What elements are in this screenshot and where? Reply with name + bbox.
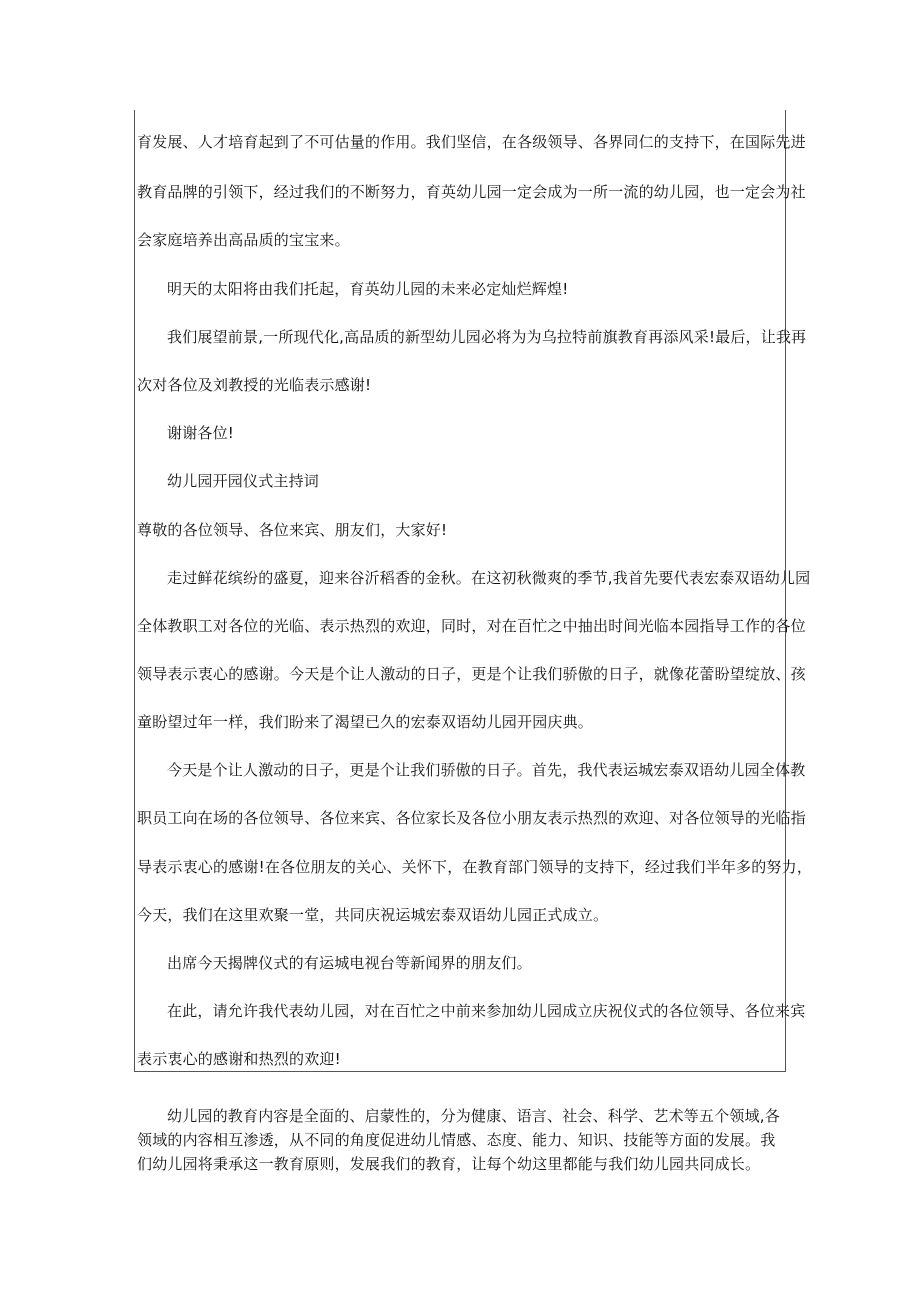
text-line: 童盼望过年一样，我们盼来了渴望已久的宏泰双语幼儿园开园庆典。 xyxy=(137,713,594,731)
text-line: 今天是个让人激动的日子，更是个让我们骄傲的日子。首先，我代表运城宏泰双语幼儿园全体教 xyxy=(167,761,806,779)
closing-paragraph: 幼儿园的教育内容是全面的、启蒙性的，分为健康、语言、社会、科学、艺术等五个领域,各领域的内容相互渗透，从不同的角度促进幼儿情感、态度、能力、知识、技能等方面的发展。我们幼儿园将秉承这一教育原则，发展我们的教育，让每个幼这里都能与我们幼儿园共同成长。 xyxy=(137,1107,780,1173)
text-line: 导表示衷心的感谢!在各位朋友的关心、关怀下，在教育部门领导的支持下，经过我们半年多的努力， xyxy=(137,858,813,876)
text-line: 领导表示衷心的感谢。今天是个让人激动的日子，更是个让我们骄傲的日子，就像花蕾盼望绽放、孩 xyxy=(137,665,806,683)
letter-border-box xyxy=(134,110,786,1072)
text-line: 走过鲜花缤纷的盛夏，迎来谷沂稻香的金秋。在这初秋微爽的季节,我首先要代表宏泰双语幼儿园 xyxy=(167,569,811,587)
text-line: 谢谢各位! xyxy=(167,424,235,442)
text-line: 出席今天揭牌仪式的有运城电视台等新闻界的朋友们。 xyxy=(167,954,532,972)
text-line: 明天的太阳将由我们托起，育英幼儿园的未来必定灿烂辉煌! xyxy=(167,280,569,298)
text-line: 我们展望前景,一所现代化,高品质的新型幼儿园必将为为乌拉特前旗教育再添风采!最后，让我再 xyxy=(167,328,807,346)
text-line: 会家庭培养出高品质的宝宝来。 xyxy=(137,231,350,249)
section-heading: 幼儿园开园仪式主持词 xyxy=(167,472,320,490)
text-line: 职员工向在场的各位领导、各位来宾、各位家长及各位小朋友表示热烈的欢迎、对各位领导的光临指 xyxy=(137,809,806,827)
text-line: 表示衷心的感谢和热烈的欢迎! xyxy=(137,1050,341,1068)
text-line: 育发展、人才培育起到了不可估量的作用。我们坚信，在各级领导、各界同仁的支持下，在国际先进 xyxy=(137,133,806,151)
text-line: 次对各位及刘教授的光临表示感谢! xyxy=(137,376,372,394)
text-line: 在此，请允许我代表幼儿园，对在百忙之中前来参加幼儿园成立庆祝仪式的各位领导、各位来宾 xyxy=(167,1002,806,1020)
text-line: 教育品牌的引领下，经过我们的不断努力，育英幼儿园一定会成为一所一流的幼儿园，也一定会为社 xyxy=(137,183,806,201)
text-line: 全体教职工对各位的光临、表示热烈的欢迎，同时，对在百忙之中抽出时间光临本园指导工作的各位 xyxy=(137,617,806,635)
greeting-line: 尊敬的各位领导、各位来宾、朋友们，大家好! xyxy=(137,521,448,539)
text-line: 今天，我们在这里欢聚一堂，共同庆祝运城宏泰双语幼儿园正式成立。 xyxy=(137,906,609,924)
